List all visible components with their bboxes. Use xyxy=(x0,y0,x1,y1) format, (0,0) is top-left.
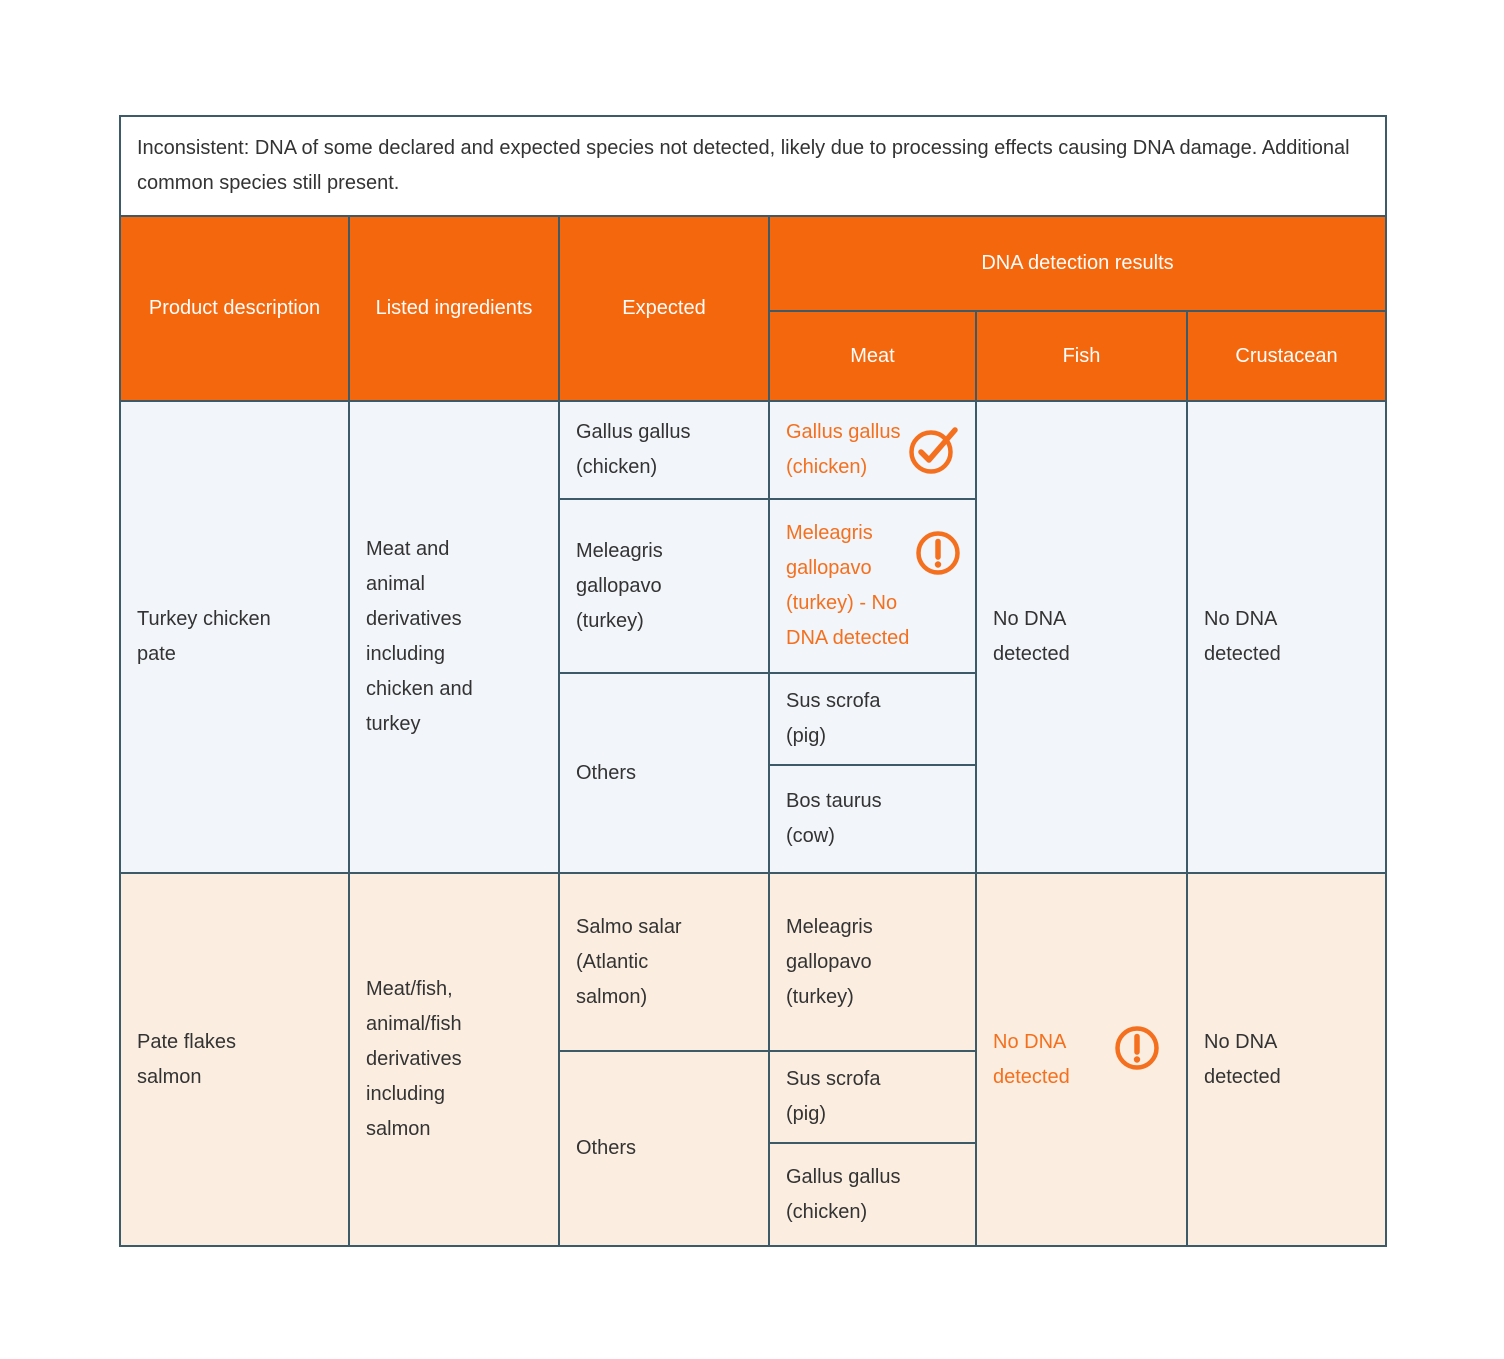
check-circle-icon xyxy=(907,424,961,476)
alert-circle-icon xyxy=(915,530,961,576)
cell-expected-species xyxy=(559,873,769,1051)
fish-result-text: No DNA detected xyxy=(993,608,1070,665)
cell-fish-result xyxy=(976,401,1187,873)
expected-species-text: Others xyxy=(576,1137,637,1160)
column-header-fish: Fish xyxy=(976,311,1187,401)
column-header-expected: Expected xyxy=(559,216,769,401)
cell-expected-species xyxy=(559,401,769,499)
cell-meat-result xyxy=(769,673,976,765)
column-header-dna-detection-results: DNA detection results xyxy=(769,216,1386,311)
cell-product-description xyxy=(120,873,349,1246)
cell-crustacean-result xyxy=(1187,873,1386,1246)
cell-crustacean-result xyxy=(1187,401,1386,873)
crustacean-result-text: No DNA detected xyxy=(1204,608,1281,665)
meat-result-text: Sus scrofa (pig) xyxy=(786,1068,881,1125)
header-row xyxy=(120,216,1386,311)
meat-result-text: Meleagris gallopavo (turkey) - No DNA detected xyxy=(786,522,910,649)
cell-meat-result xyxy=(769,499,976,673)
expected-species-text: Meleagris gallopavo (turkey) xyxy=(576,539,663,632)
meat-result-text: Sus scrofa (pig) xyxy=(786,690,881,747)
product-name: Turkey chicken pate xyxy=(137,608,271,665)
table-row-turkey-chicken-pate xyxy=(120,401,1386,499)
meat-result-text: Gallus gallus (chicken) xyxy=(786,1165,901,1223)
alert-circle-icon xyxy=(1114,1025,1160,1071)
expected-species-text: Gallus gallus (chicken) xyxy=(576,421,691,478)
cell-meat-result xyxy=(769,765,976,873)
cell-meat-result xyxy=(769,401,976,499)
column-header-product-description: Product description xyxy=(120,216,349,401)
cell-expected-species xyxy=(559,673,769,873)
column-header-meat: Meat xyxy=(769,311,976,401)
report-table-container xyxy=(119,115,1387,1247)
cell-product-description xyxy=(120,401,349,873)
ingredients-text: Meat/fish, animal/fish derivatives including salmon xyxy=(366,978,462,1140)
inconsistency-note: Inconsistent: DNA of some declared and expected species not detected, likely due to processing effects causing DNA damage. Additional common species still present. xyxy=(120,116,1386,216)
cell-listed-ingredients xyxy=(349,873,559,1246)
cell-meat-result xyxy=(769,873,976,1051)
cell-expected-species xyxy=(559,499,769,673)
dna-detection-table xyxy=(119,115,1387,1247)
expected-species-text: Salmo salar (Atlantic salmon) xyxy=(576,915,682,1008)
cell-meat-result xyxy=(769,1143,976,1246)
ingredients-text: Meat and animal derivatives including chicken and turkey xyxy=(366,538,473,735)
meat-result-text: Meleagris gallopavo (turkey) xyxy=(786,915,873,1008)
cell-fish-result xyxy=(976,873,1187,1246)
column-header-crustacean: Crustacean xyxy=(1187,311,1386,401)
table-row-pate-flakes-salmon xyxy=(120,873,1386,1051)
cell-meat-result xyxy=(769,1051,976,1143)
inconsistency-note-row xyxy=(120,116,1386,216)
expected-species-text: Others xyxy=(576,761,637,784)
fish-result-text: No DNA detected xyxy=(993,1030,1070,1088)
column-header-listed-ingredients: Listed ingredients xyxy=(349,216,559,401)
meat-result-text: Bos taurus (cow) xyxy=(786,790,882,847)
crustacean-result-text: No DNA detected xyxy=(1204,1030,1281,1088)
product-name: Pate flakes salmon xyxy=(137,1030,236,1088)
cell-expected-species xyxy=(559,1051,769,1246)
meat-result-text: Gallus gallus (chicken) xyxy=(786,421,901,478)
cell-listed-ingredients xyxy=(349,401,559,873)
